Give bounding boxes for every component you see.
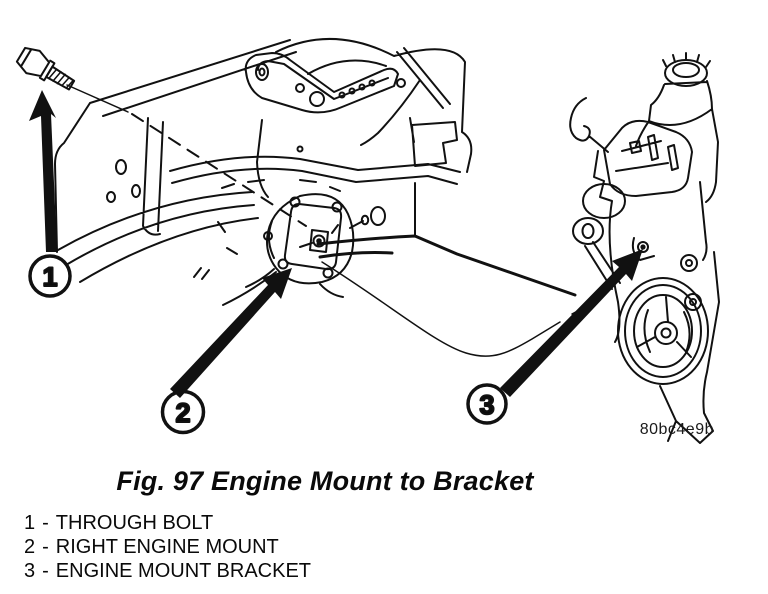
callout-2-arrow: [170, 268, 292, 398]
legend-item-engine-mount-bracket: [24, 559, 311, 583]
callout-2-number: 2: [175, 398, 191, 428]
pump-pulley: [573, 218, 603, 244]
cover-boss: [681, 255, 697, 271]
pillar-hole: [132, 185, 140, 197]
callout-3-arrow: [500, 249, 643, 397]
legend-item-number: 2: [24, 536, 36, 558]
panel-dot: [298, 147, 303, 152]
bolt-leader-line: [67, 85, 128, 112]
mount-stud-cap: [362, 216, 368, 224]
bracket-bolt-dot: [641, 245, 644, 248]
plate-eyelet-hole: [256, 64, 268, 80]
legend-item-label: RIGHT ENGINE MOUNT: [55, 536, 279, 558]
callout-1-number: 1: [42, 262, 58, 292]
mount-bolt: [279, 260, 288, 269]
legend-item-label: THROUGH BOLT: [55, 512, 214, 534]
callout-2-badge: [163, 392, 204, 433]
figure-caption: Fig. 97 Engine Mount to Bracket: [116, 466, 534, 496]
pump-pulley-hub: [583, 224, 594, 238]
mount-center-dot: [317, 239, 321, 243]
cowl-hole: [397, 79, 405, 87]
plate-rivet: [370, 81, 375, 86]
vehicle-body-structure: [55, 39, 575, 305]
pillar-hole: [116, 160, 126, 174]
idler-pulley: [583, 184, 625, 218]
figure-legend: [24, 511, 311, 583]
legend-item-through-bolt: [24, 511, 311, 535]
legend-item-number: 3: [24, 560, 36, 582]
callout-3-badge: [468, 385, 506, 423]
panel-hole: [371, 207, 385, 225]
legend-item-number: 1: [24, 512, 36, 534]
right-engine-mount-illustration: [264, 194, 368, 283]
figure-code: 80bc4e9b: [639, 421, 714, 438]
callout-3-number: 3: [479, 390, 495, 420]
pillar-hole: [107, 192, 115, 202]
engine-assembly-illustration: [570, 53, 719, 443]
callout-1-arrow: [29, 90, 57, 252]
legend-item-separator: -: [42, 512, 49, 534]
bolt-head: [14, 44, 51, 81]
through-bolt-illustration: [14, 44, 78, 97]
cover-boss-hole: [686, 260, 692, 266]
plate-hole-small: [296, 84, 304, 92]
oil-cap-top: [673, 63, 699, 77]
crank-pulley-hub: [655, 322, 677, 344]
plate-rivet: [360, 85, 365, 90]
legend-item-label: ENGINE MOUNT BRACKET: [55, 560, 312, 582]
legend-item-separator: -: [42, 560, 49, 582]
legend-item-right-engine-mount: [24, 535, 311, 559]
plate-eyelet-hole-inner: [260, 69, 265, 76]
body-bottom-edge: [318, 236, 575, 295]
callout-1-badge: [30, 256, 70, 296]
plate-hole: [310, 92, 324, 106]
legend-item-separator: -: [42, 536, 49, 558]
crank-pulley-hub-hole: [662, 329, 671, 338]
